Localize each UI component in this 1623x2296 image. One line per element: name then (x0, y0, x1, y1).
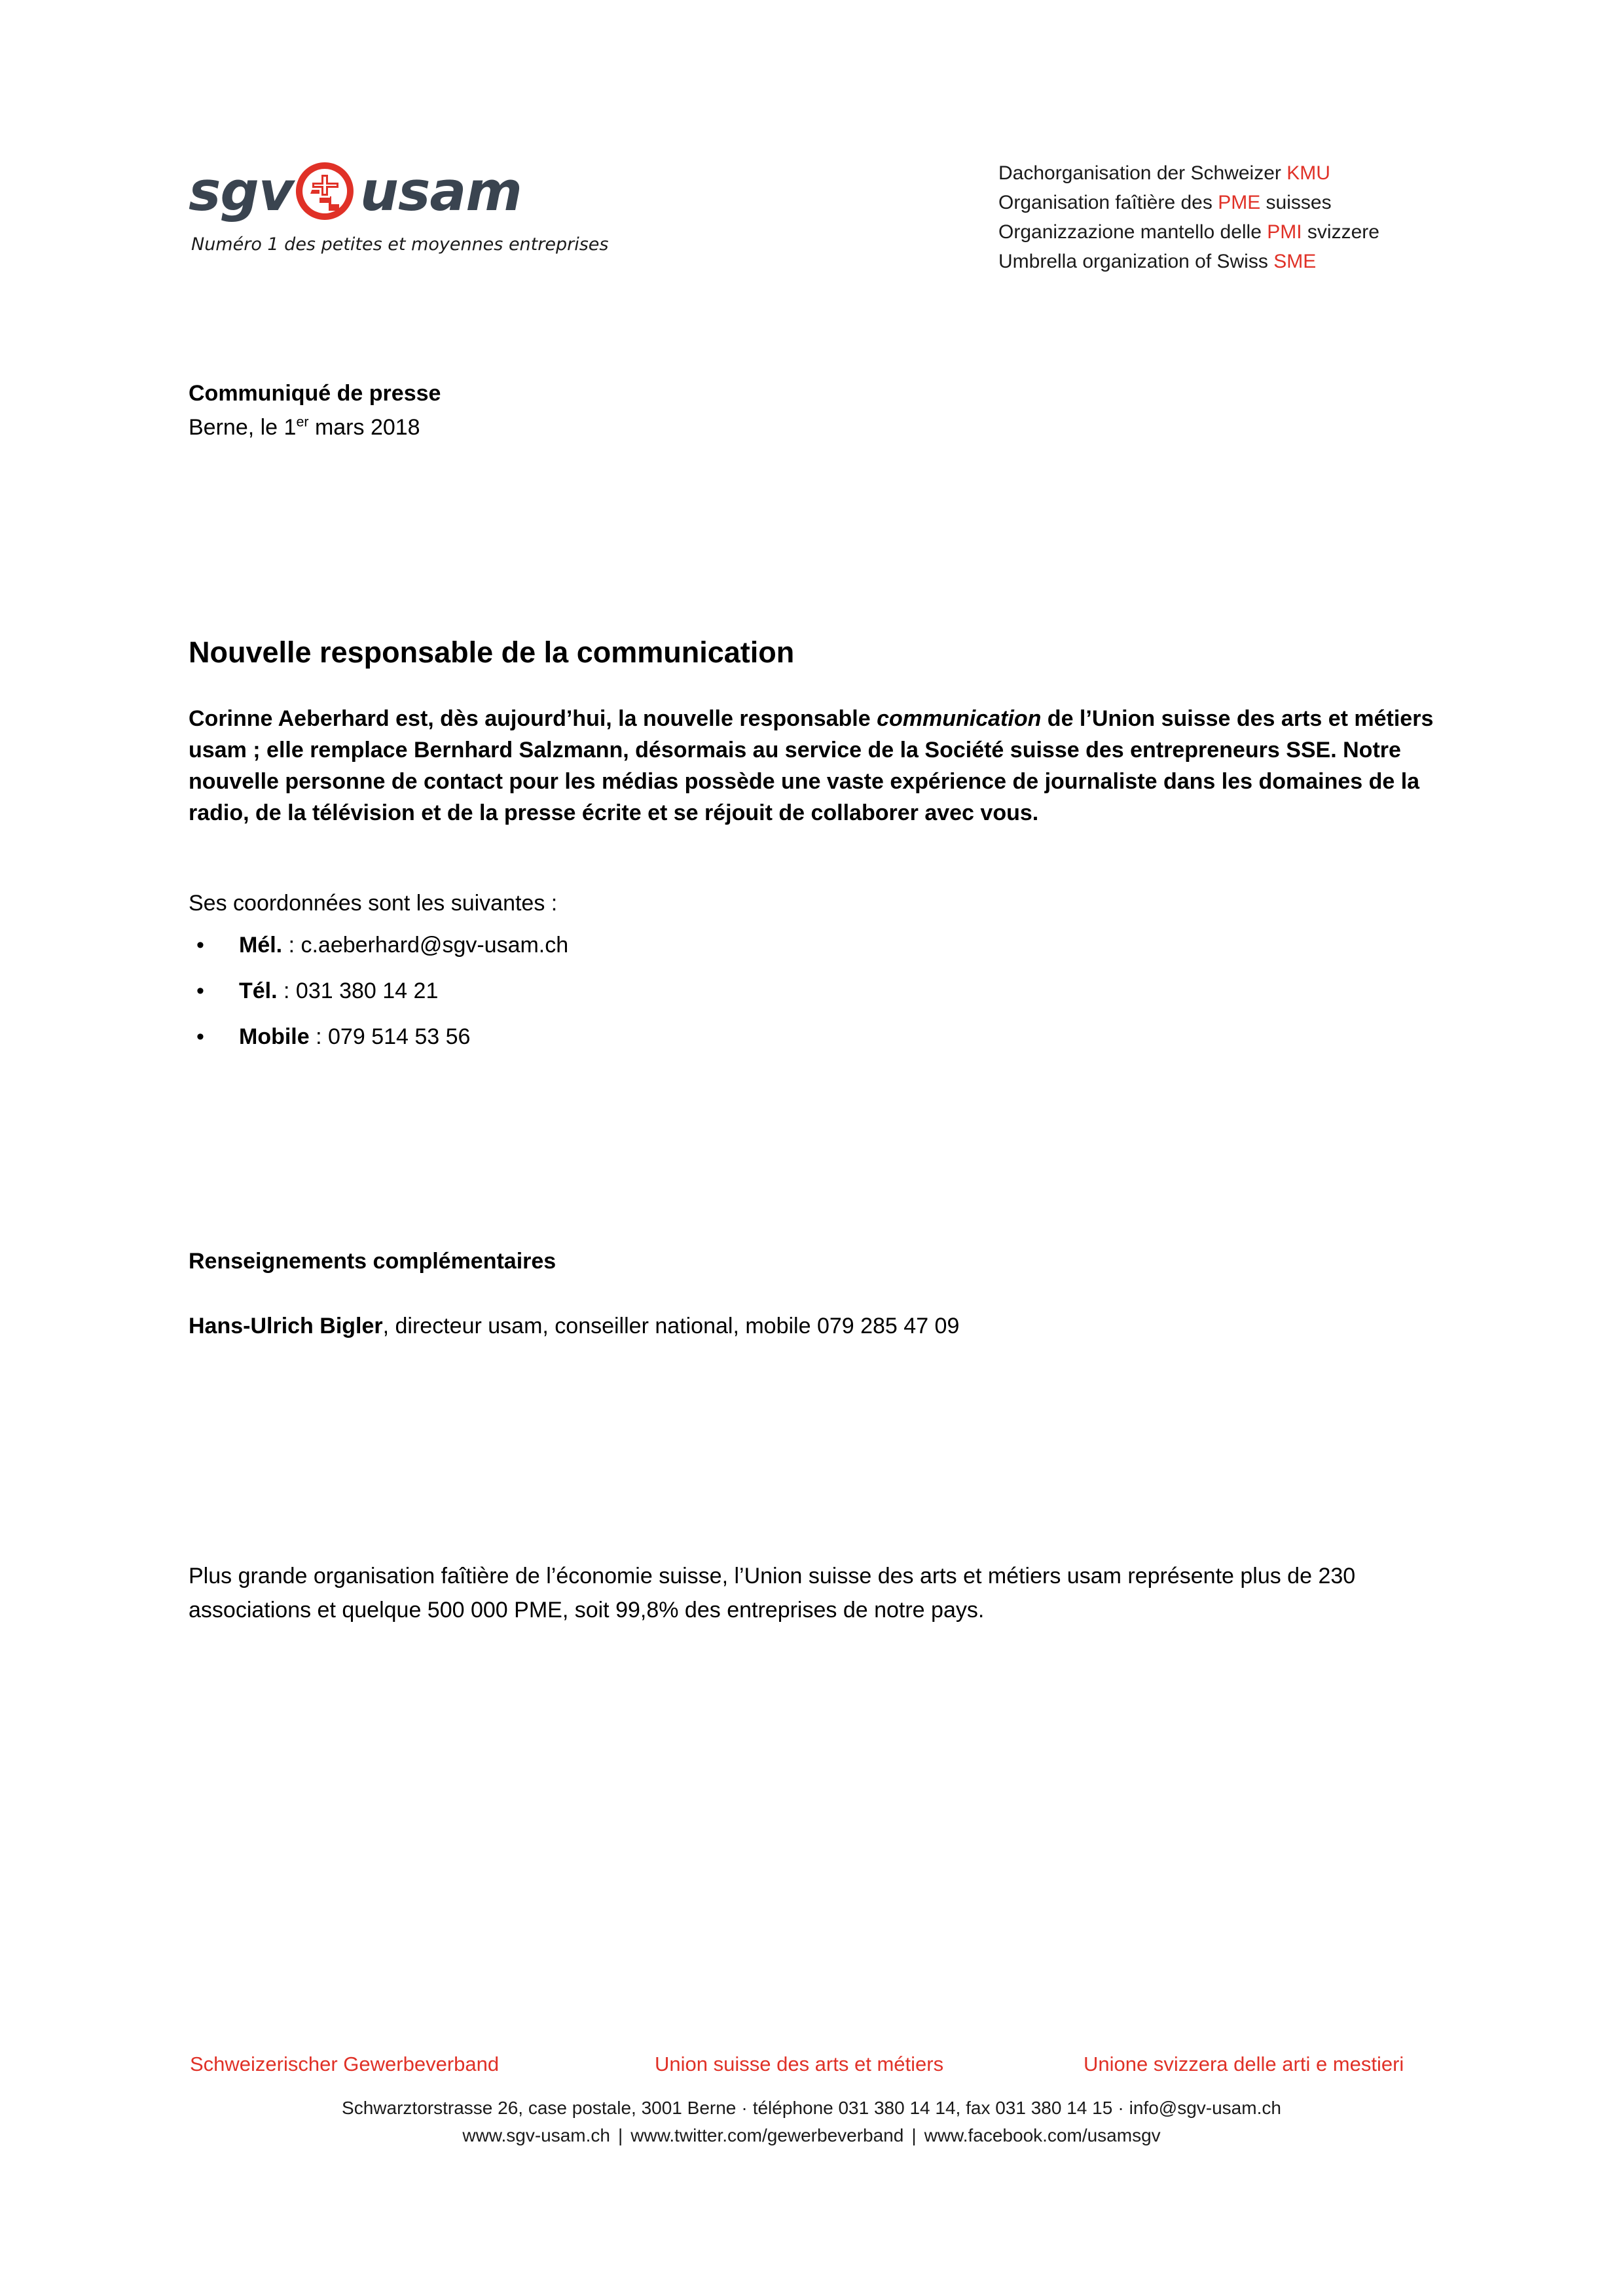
footer-link-divider: | (911, 2125, 917, 2145)
dateline (189, 410, 420, 444)
strapline-fr-accent: PME (1218, 192, 1261, 213)
footer-email[interactable]: info@sgv-usam.ch (1129, 2098, 1281, 2118)
list-item (189, 1021, 568, 1067)
dateline-suffix: mars 2018 (308, 415, 420, 440)
contact-separator: : (309, 1024, 329, 1049)
lead-text-end: de l’Union suisse des arts et métiers usam ; elle remplace Bernhard Salzmann, désormais au service de la Société suisse des entrepreneurs SSE. Notre nouvelle personne de contact pour les médias possède une vaste expérience de journaliste dans les domaines de la radio, de la télévision et de la presse écrite et se réjouit de collaborer avec vous. (189, 706, 1434, 825)
logo-word-sgv: sgv (189, 159, 293, 223)
strapline-it-text: Organizzazione mantello delle (998, 221, 1267, 243)
footer-link-website[interactable]: www.sgv-usam.ch (462, 2125, 610, 2145)
contact-separator: : (282, 933, 301, 958)
footer-address-line (0, 2094, 1623, 2122)
footer-link-facebook[interactable]: www.facebook.com/usamsgv (924, 2125, 1161, 2145)
footer-organization-names (0, 2047, 1623, 2081)
bullet-icon: • (196, 978, 204, 1003)
list-item (189, 975, 568, 1021)
sgv-usam-logo (189, 152, 608, 255)
organization-boilerplate: Plus grande organisation faîtière de l’économie suisse, l’Union suisse des arts et métiers usam représente plus de 230 associations et quelque 500 000 PME, soit 99,8% des entreprises de notre pays. (189, 1564, 1356, 1623)
document-type-label: Communiqué de presse (189, 381, 441, 406)
strapline-de (998, 158, 1379, 188)
strapline-fr-tail: suisses (1260, 192, 1332, 213)
list-item (189, 929, 568, 975)
bullet-icon: • (196, 933, 204, 958)
footer-link-twitter[interactable]: www.twitter.com/gewerbeverband (630, 2125, 904, 2145)
footer-org-fr: Union suisse des arts et métiers (655, 2053, 944, 2075)
contact-label-phone: Tél. (239, 978, 278, 1003)
swiss-cross-circle-icon (291, 157, 359, 225)
dateline-ordinal-suffix: er (296, 414, 309, 430)
logo-tagline: Numéro 1 des petites et moyennes entreprises (191, 234, 609, 255)
footer-street-address: Schwarztorstrasse 26, case postale, 3001 Berne (342, 2098, 737, 2118)
strapline-fr (998, 188, 1379, 217)
strapline-en (998, 247, 1379, 276)
strapline-en-text: Umbrella organization of Swiss (998, 251, 1274, 272)
footer-link-divider: | (617, 2125, 623, 2145)
strapline-de-accent: KMU (1286, 162, 1330, 184)
contacts-intro: Ses coordonnées sont les suivantes : (189, 891, 558, 916)
lead-paragraph (189, 703, 1442, 829)
media-contact-details: , directeur usam, conseiller national, mobile 079 285 47 09 (382, 1314, 960, 1338)
media-contact-name: Hans-Ulrich Bigler (189, 1314, 383, 1338)
contact-separator: : (277, 978, 296, 1003)
footer-org-de: Schweizerischer Gewerbeverband (190, 2053, 500, 2075)
footer-separator-dot: · (741, 2098, 748, 2118)
media-contact-line (189, 1310, 959, 1342)
strapline-fr-text: Organisation faîtière des (998, 192, 1218, 213)
dateline-prefix: Berne, le 1 (189, 415, 297, 440)
footer-org-it: Unione svizzera delle arti e mestieri (1084, 2053, 1404, 2075)
document-header (0, 152, 1623, 276)
strapline-de-text: Dachorganisation der Schweizer (998, 162, 1287, 184)
section-heading-further-info: Renseignements complémentaires (189, 1249, 556, 1274)
logo-word-usam: usam (359, 159, 522, 223)
document-footer (0, 2047, 1623, 2149)
contact-details-list (189, 929, 568, 1067)
strapline-it (998, 217, 1379, 247)
strapline-it-tail: svizzere (1302, 221, 1379, 243)
contact-value-mobile[interactable]: 079 514 53 56 (328, 1024, 471, 1049)
contact-label-email: Mél. (239, 933, 283, 958)
strapline-it-accent: PMI (1267, 221, 1302, 243)
footer-phone-fax: téléphone 031 380 14 14, fax 031 380 14 15 (752, 2098, 1113, 2118)
contact-label-mobile: Mobile (239, 1024, 310, 1049)
contact-value-email[interactable]: c.aeberhard@sgv-usam.ch (301, 933, 569, 958)
logo-wordmark (189, 152, 608, 230)
lead-emphasis: communication (877, 706, 1042, 731)
lead-text-start: Corinne Aeberhard est, dès aujourd’hui, la nouvelle responsable (189, 706, 877, 731)
language-strapline-block (998, 158, 1379, 276)
page-title: Nouvelle responsable de la communication (189, 636, 795, 670)
footer-separator-dot: · (1118, 2098, 1124, 2118)
footer-links-line (0, 2122, 1623, 2149)
contact-value-phone[interactable]: 031 380 14 21 (295, 978, 439, 1003)
strapline-en-accent: SME (1273, 251, 1317, 272)
bullet-icon: • (196, 1024, 204, 1049)
